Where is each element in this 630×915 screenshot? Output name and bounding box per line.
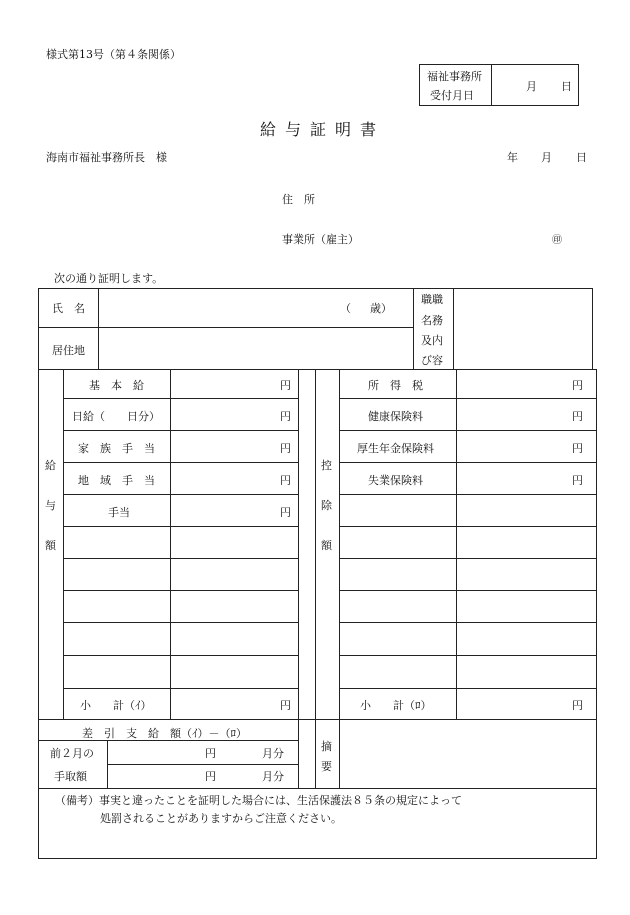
intro-text: 次の通り証明します。	[54, 272, 164, 285]
job-label-3: 及内	[421, 334, 443, 347]
remarks-line-1: （備考）事実と違ったことを証明した場合には、生活保護法８５条の規定によって	[55, 794, 462, 807]
residence-label: 居住地	[52, 344, 85, 357]
salary-section-char-2: 与	[45, 499, 56, 512]
deduction-row-label: 失業保険料	[368, 474, 423, 487]
address-label: 住 所	[282, 193, 315, 206]
salary-row-label: 手当	[108, 506, 130, 519]
salary-section-char-1: 給	[45, 459, 56, 472]
salary-row-unit: 円	[280, 474, 291, 487]
salary-row-label: 家 族 手 当	[78, 442, 155, 455]
deduction-section-char-2: 除	[321, 499, 332, 512]
person-section	[38, 288, 593, 370]
date-year: 年	[507, 151, 518, 164]
job-label-4: び容	[421, 354, 443, 367]
prev-row1-yen: 円	[205, 747, 216, 760]
salary-row-label: 地 域 手 当	[78, 474, 155, 487]
deduction-row-label: 厚生年金保険料	[357, 442, 434, 455]
deduction-row-unit: 円	[572, 474, 583, 487]
date-day: 日	[576, 151, 587, 164]
prev-months-label-1: 前２月の	[50, 747, 94, 760]
job-label-1: 職職	[421, 293, 443, 306]
reception-month: 月	[526, 80, 537, 93]
deduction-row-label: 所 得 税	[368, 379, 423, 392]
deduction-row-unit: 円	[572, 410, 583, 423]
net-pay-label: 差 引 支 給 額（ｲ）－（ﾛ）	[82, 727, 247, 740]
salary-section-char-3: 額	[45, 539, 56, 552]
salary-row-unit: 円	[280, 379, 291, 392]
seal-mark: ㊞	[552, 235, 562, 246]
age-open: （	[340, 302, 351, 315]
deduction-row-unit: 円	[572, 442, 583, 455]
deduction-row-label: 健康保険料	[368, 410, 423, 423]
reception-label-2: 受付月日	[430, 89, 474, 102]
page-title: 給与証明書	[260, 120, 386, 139]
remarks-line-2: 処罰されることがありますからご注意ください。	[100, 812, 342, 825]
deduction-section-char-1: 控	[321, 459, 332, 472]
salary-row-label: 基 本 給	[89, 379, 144, 392]
deduction-subtotal-unit: 円	[572, 699, 583, 712]
prev-row2-yen: 円	[205, 770, 216, 783]
prev-row1-month: 月分	[262, 747, 284, 760]
deduction-row-unit: 円	[572, 379, 583, 392]
salary-row-unit: 円	[280, 506, 291, 519]
salary-row-unit: 円	[280, 442, 291, 455]
job-label-2: 名務	[421, 314, 443, 327]
salary-row-label: 日給（ 日分）	[72, 410, 160, 423]
summary-char-2: 要	[321, 760, 332, 773]
prev-months-label-2: 手取額	[54, 770, 87, 783]
salary-row-unit: 円	[280, 410, 291, 423]
deduction-section-char-3: 額	[321, 539, 332, 552]
name-label: 氏 名	[52, 302, 85, 315]
age-close: 歳）	[370, 302, 392, 315]
date-month: 月	[541, 151, 552, 164]
salary-subtotal-label: 小 計（ｲ）	[80, 699, 152, 712]
form-number: 様式第13号（第４条関係）	[46, 48, 181, 61]
reception-label-1: 福祉事務所	[427, 70, 482, 83]
salary-subtotal-unit: 円	[280, 699, 291, 712]
reception-day: 日	[561, 80, 572, 93]
addressee: 海南市福祉事務所長 様	[46, 151, 167, 164]
business-label: 事業所（雇主）	[282, 233, 359, 246]
summary-char-1: 摘	[321, 740, 332, 753]
deduction-subtotal-label: 小 計（ﾛ）	[360, 699, 432, 712]
prev-row2-month: 月分	[262, 770, 284, 783]
